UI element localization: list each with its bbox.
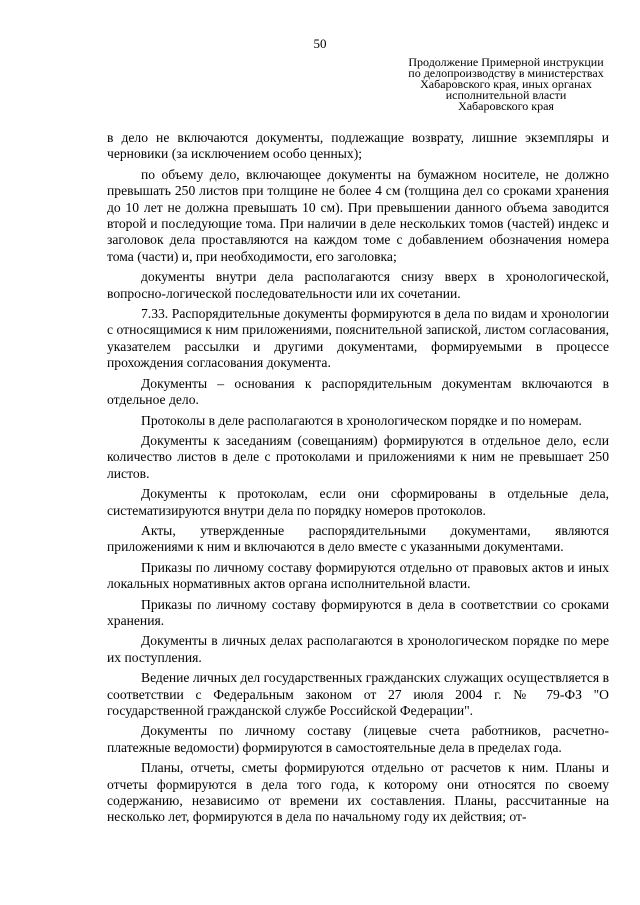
paragraph: Документы – основания к распорядительным документам включаются в отдельное дело. — [107, 375, 609, 408]
page-number: 50 — [313, 36, 327, 51]
paragraph: Протоколы в деле располагаются в хронологическом порядке и по номерам. — [141, 412, 582, 428]
paragraph: Документы к заседаниям (совещаниям) формируются в отдельное дело, если количество листов в деле с протоколами и приложениями к ним не превышает 250 листов. — [107, 432, 609, 481]
paragraph: документы внутри дела располагаются снизу вверх в хронологической, вопросно-логической последовательности или их сочетании. — [107, 269, 609, 301]
running-header-line: исполнительной власти — [445, 88, 567, 102]
paragraph: в дело не включаются документы, подлежащие возврату, лишние экземпляры и черновики (за исключением особо ценных); — [107, 130, 609, 162]
running-header-line: Продолжение Примерной инструкции — [408, 55, 604, 69]
paragraph: Документы по личному составу (лицевые счета работников, расчетно-платежные ведомости) формируются в самостоятельные дела в пределах года. — [107, 723, 609, 755]
running-header — [376, 57, 636, 112]
paragraph: Планы, отчеты, сметы формируются отдельно от расчетов к ним. Планы и отчеты формируются в дела того года, к которому они относятся по своему содержанию, независимо от времени их составления. Планы, рассчитанные на несколько лет, формируются в дела по начальному году их действия; от- — [107, 760, 609, 825]
paragraph: 7.33. Распорядительные документы формируются в дела по видам и хронологии с относящимися к ним приложениями, пояснительной запиской, листом согласования, указателем рассылки и другими документами, формируемыми в процессе прохождения согласования документа. — [107, 306, 609, 371]
body-text — [107, 130, 609, 830]
paragraph: по объему дело, включающее документы на бумажном носителе, не должно превышать 250 листов при толщине не более 4 см (толщина дел со сроками хранения до 10 лет не должна превышать 10 см). При превышении данного объема заводится второй и последующие тома. При наличии в деле нескольких томов (частей) индекс и заголовок дела проставляются на каждом томе с добавлением обозначения номера тома (части) и, при необходимости, его заголовка; — [107, 166, 609, 264]
paragraph: Ведение личных дел государственных гражданских служащих осуществляется в соответствии с Федеральным законом от 27 июля 2004 г. № 79-ФЗ "О государственной гражданской службе Российской Федерации". — [107, 670, 609, 718]
running-header-line: по делопроизводству в министерствах — [408, 66, 604, 80]
paragraph: Акты, утвержденные распорядительными документами, являются приложениями к ним и включаются в дело вместе с указанными документами. — [107, 522, 609, 555]
paragraph: Документы к протоколам, если они сформированы в отдельные дела, систематизируются внутри дела по порядку номеров протоколов. — [107, 486, 609, 518]
paragraph: Приказы по личному составу формируются отдельно от правовых актов и иных локальных нормативных актов органа исполнительной власти. — [107, 559, 609, 592]
running-header-line: Хабаровского края — [458, 99, 554, 113]
paragraph: Приказы по личному составу формируются в дела в соответствии со сроками хранения. — [107, 596, 609, 628]
paragraph: Документы в личных делах располагаются в хронологическом порядке по мере их поступления. — [107, 633, 609, 665]
running-header-line: Хабаровского края, иных органах — [420, 77, 592, 91]
